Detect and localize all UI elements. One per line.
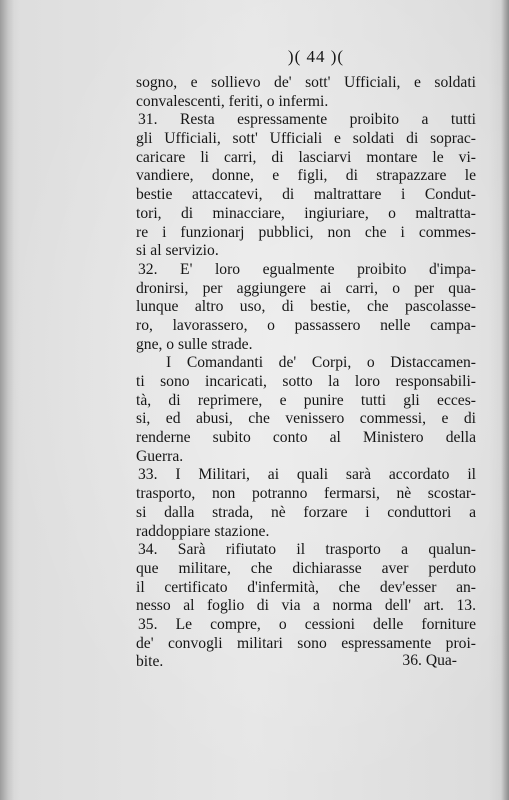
text-line: caricare li carri, di lasciarvi montare le vi-: [136, 148, 476, 166]
text-line: nesso al foglio di via a norma dell' art. 13.: [136, 597, 476, 615]
text-line: I Comandanti de' Corpi, o Distaccamen-: [166, 354, 476, 372]
page-edge-shadow: [501, 0, 509, 800]
text-line: convalescenti, feriti, o infermi.: [136, 92, 329, 110]
text-line: renderne subito conto al Ministero della: [136, 429, 476, 447]
page-spine-shadow: [0, 0, 14, 800]
text-line: gli Ufficiali, sott' Ufficiali e soldati di soprac-: [136, 130, 476, 148]
catchword: 36. Qua-: [402, 652, 457, 669]
text-line: ro, lavorassero, o passassero nelle campa-: [136, 316, 476, 334]
text-line: Guerra.: [136, 447, 184, 465]
text-line: 35. Le compre, o cessioni delle forniture: [138, 615, 476, 633]
text-line: vandiere, donne, e figli, di strapazzare le: [136, 167, 476, 185]
page-text-block: [136, 46, 476, 672]
text-line: re i funzionarj pubblici, non che i commes-: [136, 223, 476, 241]
text-line: raddoppiare stazione.: [136, 522, 270, 540]
text-line: que militare, che dichiarasse aver perduto: [136, 559, 476, 577]
text-line: dronirsi, per aggiungere ai carri, o per qua-: [136, 279, 476, 297]
text-line: ti sono incaricati, sotto la loro responsabili-: [136, 373, 476, 390]
text-line: si, ed abusi, che venissero commessi, e di: [136, 410, 476, 428]
text-line: tori, di minacciare, ingiuriare, o maltratta-: [136, 204, 476, 222]
text-line: il certificato d'infermità, che dev'esser an-: [136, 578, 476, 596]
text-line: 34. Sarà rifiutato il trasporto a qualun-: [138, 541, 476, 559]
text-line: trasporto, non potranno fermarsi, nè scostar-: [136, 485, 476, 503]
page-number: )( 44 )(: [287, 47, 345, 66]
text-line: 32. E' loro egualmente proibito d'impa-: [138, 260, 476, 278]
text-line: gne, o sulle strade.: [136, 335, 253, 353]
text-line: 33. I Militari, ai quali sarà accordato il: [138, 466, 476, 484]
text-line: sogno, e sollievo de' sott' Ufficiali, e soldati: [136, 74, 476, 91]
text-line: si dalla strada, nè forzare i conduttori a: [136, 503, 476, 521]
text-line: de' convogli militari sono espressamente proi-: [136, 634, 476, 652]
text-line: si al servizio.: [136, 242, 219, 260]
text-line: lunque altro uso, di bestie, che pascolasse-: [136, 298, 476, 316]
text-line: 31. Resta espressamente proibito a tutti: [138, 111, 476, 129]
text-line: tà, di reprimere, e punire tutti gli ecces-: [136, 391, 476, 409]
text-line: bite.: [136, 653, 164, 671]
text-line: bestie attaccatevi, di maltrattare i Condut-: [136, 186, 476, 204]
